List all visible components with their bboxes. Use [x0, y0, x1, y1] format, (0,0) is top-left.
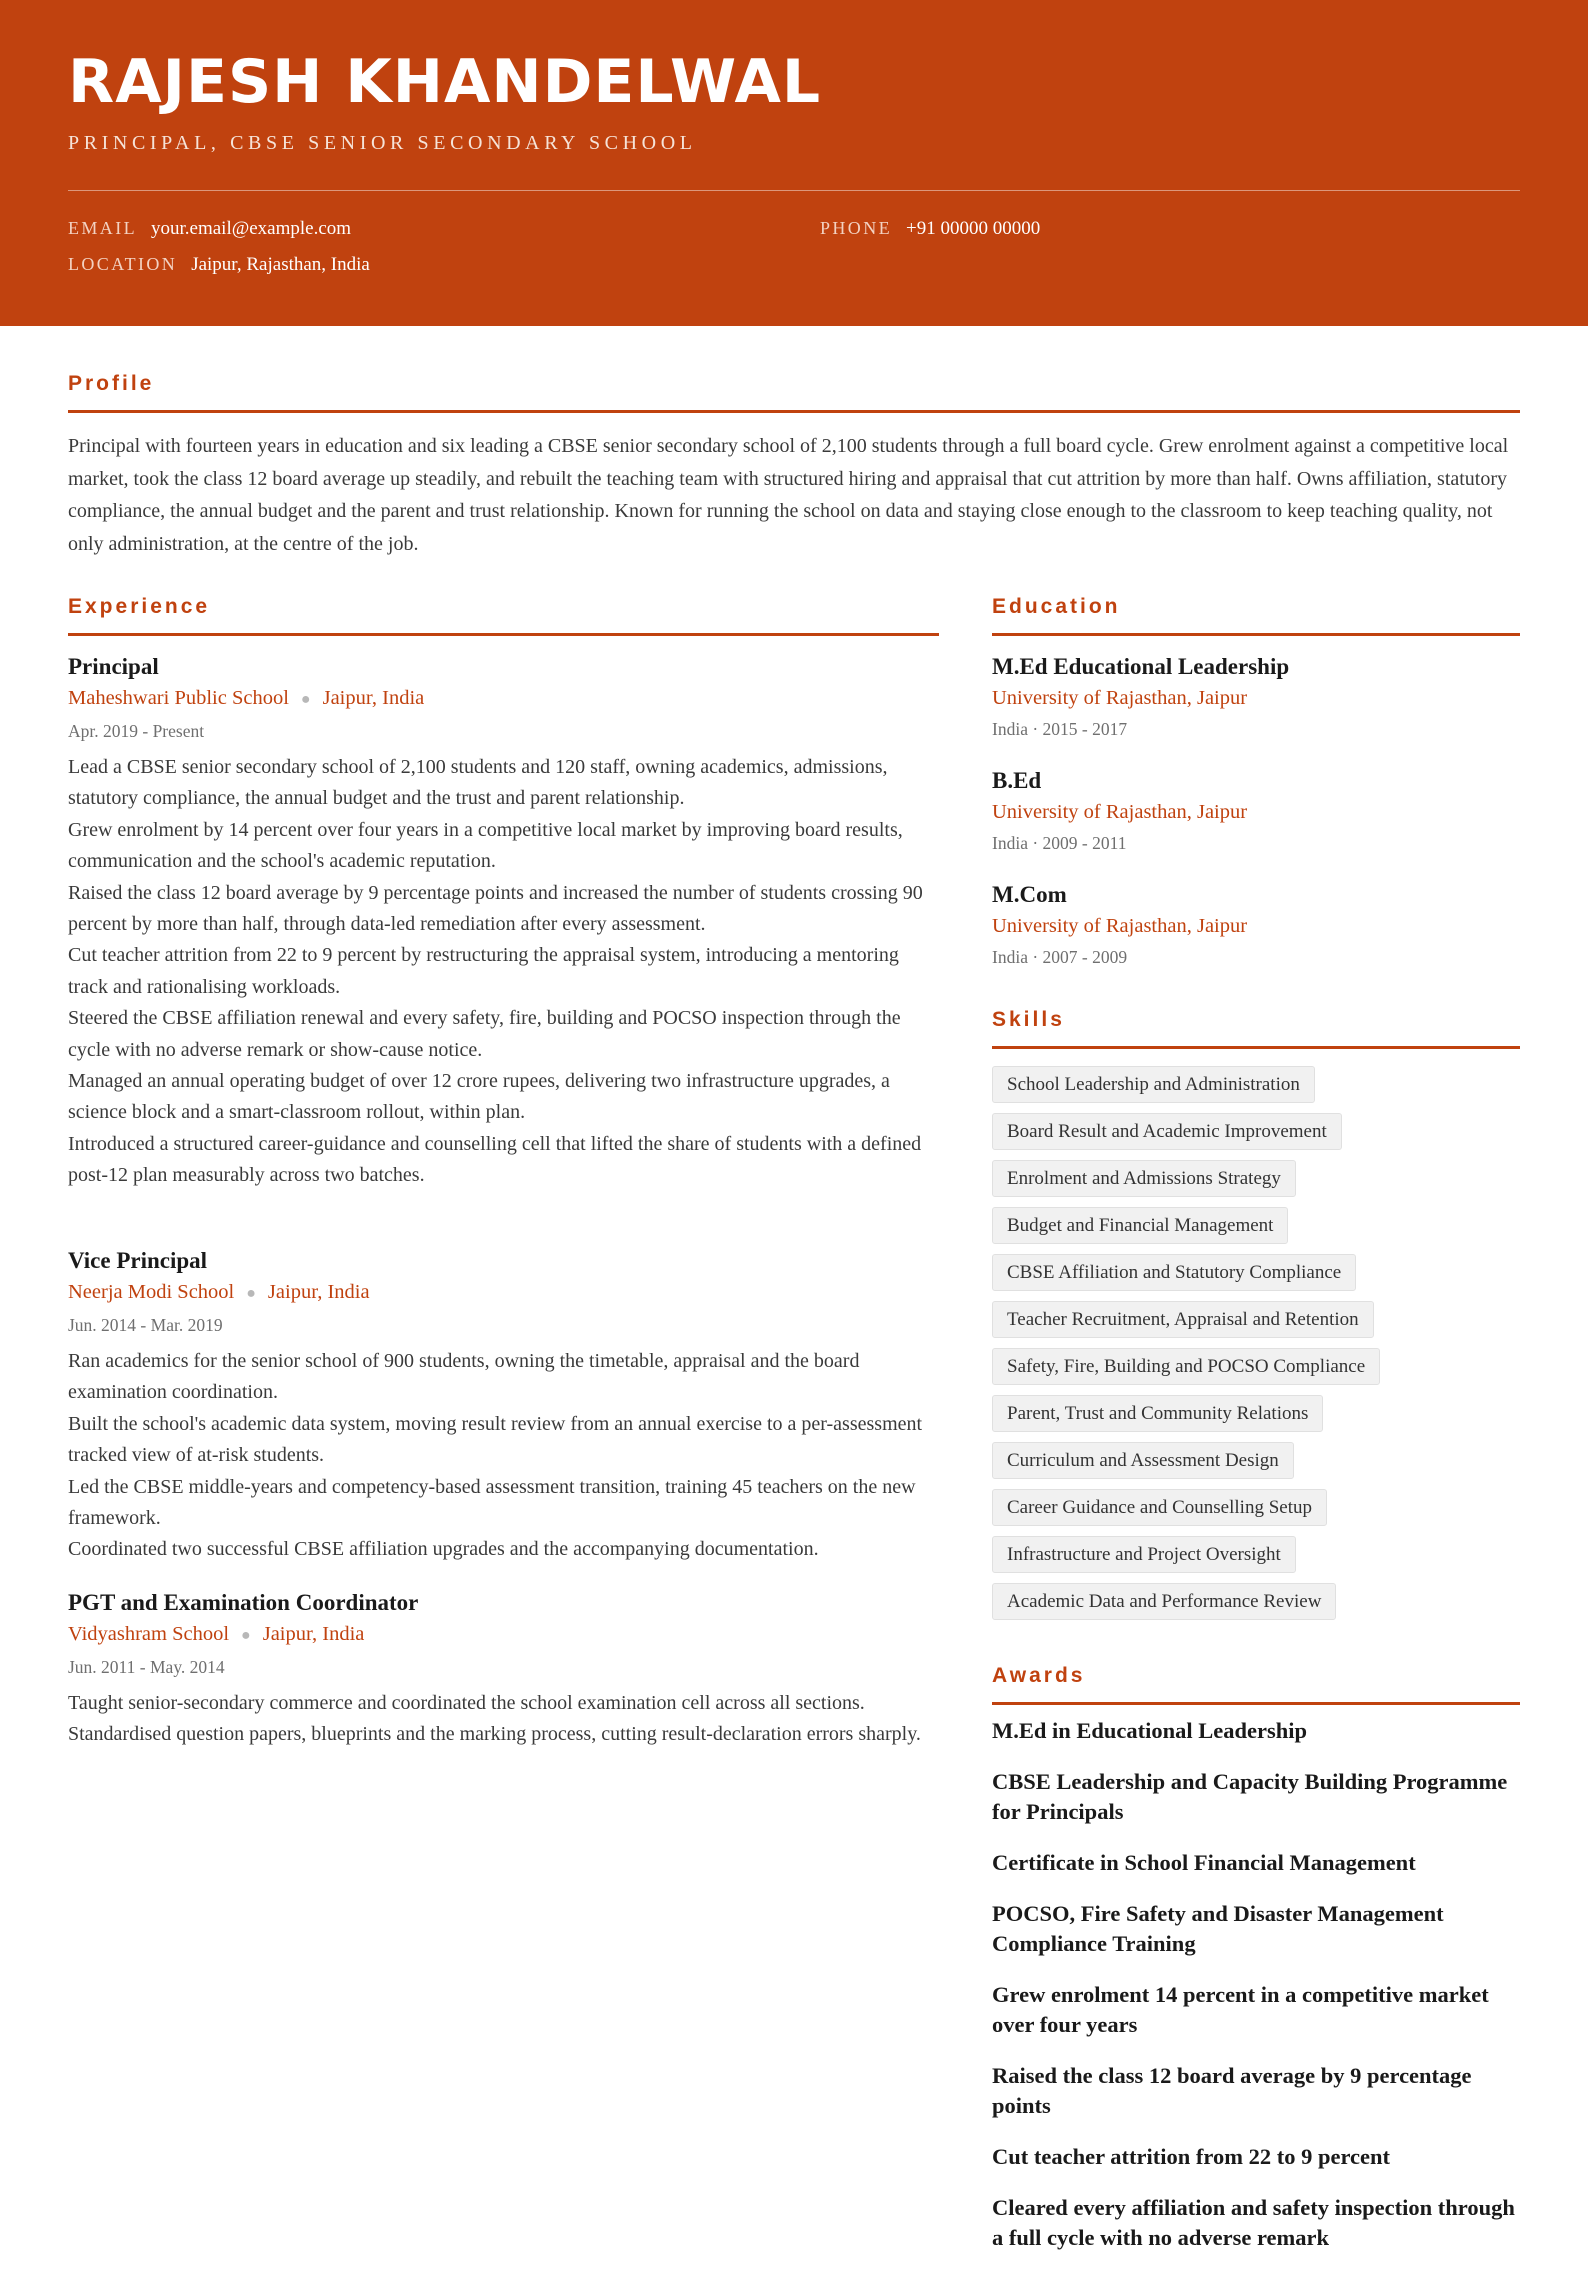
education-entry [992, 652, 1520, 744]
institution-name: University of Rajasthan, Jaipur [992, 915, 1248, 937]
institution-name: University of Rajasthan, Jaipur [992, 687, 1248, 709]
profile-rule [68, 410, 1520, 413]
job-dates: Apr. 2019 - Present [68, 721, 205, 741]
skill-tag: Parent, Trust and Community Relations [992, 1395, 1323, 1432]
job-title: PGT and Examination Coordinator [68, 1590, 419, 1615]
candidate-headline: PRINCIPAL, CBSE SENIOR SECONDARY SCHOOL [68, 132, 697, 154]
award-item: Cut teacher attrition from 22 to 9 percent [992, 2144, 1391, 2169]
award-item: Cleared every affiliation and safety inspection through a full cycle with no adverse remark [992, 2195, 1515, 2250]
skill-tag: Academic Data and Performance Review [992, 1583, 1336, 1620]
achievement-item: Introduced a structured career-guidance and counselling cell that lifted the share of students with a defined post-12 plan measurably across two batches. [68, 1132, 922, 1187]
experience-heading: Experience [68, 595, 211, 618]
separator-dot: ● [300, 691, 311, 708]
employer-name: Vidyashram School [68, 1623, 230, 1645]
achievement-item: Coordinated two successful CBSE affiliation upgrades and the accompanying documentation. [68, 1538, 819, 1561]
job-entry [68, 1588, 938, 1751]
skill-tag: Enrolment and Admissions Strategy [992, 1160, 1296, 1197]
award-item: Grew enrolment 14 percent in a competitive market over four years [992, 1982, 1489, 2037]
job-achievements [68, 1346, 938, 1566]
job-achievements [68, 1688, 938, 1751]
job-location: Jaipur, India [267, 1281, 370, 1303]
award-item: Certificate in School Financial Management [992, 1850, 1416, 1875]
job-title: Principal [68, 654, 159, 679]
profile-summary: Principal with fourteen years in education and six leading a CBSE senior secondary school of 2,100 students through a full board cycle. Grew enrolment against a competitive local market, took the class 12 board average up steadily, and rebuilt the teaching team with structured hiring and appraisal that cut attrition by more than half. Owns affiliation, statutory compliance, the annual budget and the parent and trust relationship. Known for running the school on data and staying close enough to the classroom to keep teaching quality, not only administration, at the centre of the job. [68, 435, 1509, 555]
education-entry [992, 766, 1520, 858]
skill-tag: Board Result and Academic Improvement [992, 1113, 1342, 1150]
achievement-item: Standardised question papers, blueprints and the marking process, cutting result-declaration errors sharply. [68, 1723, 921, 1746]
achievement-item: Lead a CBSE senior secondary school of 2,100 students and 120 staff, owning academics, admissions, statutory compliance, the annual budget and the trust and parent relationship. [68, 756, 888, 810]
skill-tag: Budget and Financial Management [992, 1207, 1288, 1244]
contact-phone [820, 218, 1040, 240]
achievement-item: Built the school's academic data system, moving result review from an annual exercise to a per-assessment tracked view of at-risk students. [68, 1412, 923, 1467]
awards-heading: Awards [992, 1664, 1086, 1687]
email-label: EMAIL [68, 218, 137, 238]
location-label: LOCATION [68, 254, 178, 274]
job-entry [68, 652, 938, 1192]
skills-list [992, 1066, 1520, 1630]
skills-heading: Skills [992, 1008, 1065, 1031]
contact-email [68, 218, 351, 240]
award-item: POCSO, Fire Safety and Disaster Management Compliance Training [992, 1901, 1444, 1956]
job-employer [68, 1276, 938, 1310]
skill-tag: CBSE Affiliation and Statutory Compliance [992, 1254, 1356, 1291]
separator-dot: ● [241, 1627, 251, 1644]
achievement-item: Cut teacher attrition from 22 to 9 percent by restructuring the appraisal system, introducing a mentoring track and rationalising workloads. [68, 944, 899, 998]
skill-tag: School Leadership and Administration [992, 1066, 1315, 1103]
education-dates: India · 2009 - 2011 [992, 833, 1127, 853]
award-item: Raised the class 12 board average by 9 percentage points [992, 2063, 1472, 2118]
job-entry [68, 1246, 938, 1566]
education-rule [992, 633, 1520, 636]
job-location: Jaipur, India [262, 1623, 365, 1645]
job-achievements [68, 752, 938, 1192]
education-entry [992, 880, 1520, 972]
skill-tag: Teacher Recruitment, Appraisal and Retention [992, 1301, 1374, 1338]
experience-rule [68, 633, 939, 636]
job-dates: Jun. 2011 - May. 2014 [68, 1657, 225, 1677]
skill-tag: Infrastructure and Project Oversight [992, 1536, 1296, 1573]
employer-name: Neerja Modi School [68, 1281, 235, 1303]
achievement-item: Ran academics for the senior school of 900 students, owning the timetable, appraisal and the board examination coordination. [68, 1350, 860, 1404]
institution-name: University of Rajasthan, Jaipur [992, 801, 1248, 823]
header-divider [68, 190, 1520, 191]
phone-value[interactable]: +91 00000 00000 [906, 218, 1041, 239]
achievement-item: Led the CBSE middle-years and competency-based assessment transition, training 45 teachers on the new framework. [68, 1475, 916, 1530]
job-title: Vice Principal [68, 1248, 208, 1273]
awards-rule [992, 1702, 1520, 1705]
achievement-item: Raised the class 12 board average by 9 percentage points and increased the number of students crossing 90 percent by more than half, through data-led remediation after every assessment. [68, 881, 923, 936]
profile-heading: Profile [68, 372, 155, 395]
skills-rule [992, 1046, 1520, 1049]
achievement-item: Grew enrolment by 14 percent over four years in a competitive local market by improving board results, communication and the school's academic reputation. [68, 818, 903, 873]
awards-list [992, 1716, 1520, 2274]
job-employer [68, 682, 938, 716]
education-dates: India · 2007 - 2009 [992, 947, 1128, 967]
achievement-item: Taught senior-secondary commerce and coordinated the school examination cell across all sections. [68, 1692, 865, 1714]
contact-location [68, 254, 370, 276]
achievement-item: Managed an annual operating budget of over 12 crore rupees, delivering two infrastructure upgrades, a science block and a smart-classroom rollout, within plan. [68, 1070, 890, 1124]
degree-name: M.Ed Educational Leadership [992, 654, 1290, 679]
degree-name: B.Ed [992, 768, 1042, 793]
award-item: M.Ed in Educational Leadership [992, 1718, 1308, 1743]
job-dates: Jun. 2014 - Mar. 2019 [68, 1315, 223, 1335]
job-employer [68, 1618, 938, 1652]
education-heading: Education [992, 595, 1121, 618]
education-dates: India · 2015 - 2017 [992, 719, 1128, 739]
job-location: Jaipur, India [322, 687, 425, 709]
location-value: Jaipur, Rajasthan, India [191, 254, 370, 275]
phone-label: PHONE [820, 218, 893, 238]
resume-header [0, 0, 1588, 326]
employer-name: Maheshwari Public School [68, 687, 289, 709]
achievement-item: Steered the CBSE affiliation renewal and every safety, fire, building and POCSO inspection through the cycle with no adverse remark or show-cause notice. [68, 1007, 901, 1061]
skill-tag: Curriculum and Assessment Design [992, 1442, 1294, 1479]
degree-name: M.Com [992, 882, 1067, 907]
email-value[interactable]: your.email@example.com [151, 218, 352, 239]
skill-tag: Safety, Fire, Building and POCSO Compliance [992, 1348, 1380, 1385]
separator-dot: ● [246, 1285, 256, 1302]
skill-tag: Career Guidance and Counselling Setup [992, 1489, 1327, 1526]
candidate-name: RAJESH KHANDELWAL [68, 47, 822, 117]
award-item: CBSE Leadership and Capacity Building Programme for Principals [992, 1769, 1508, 1824]
